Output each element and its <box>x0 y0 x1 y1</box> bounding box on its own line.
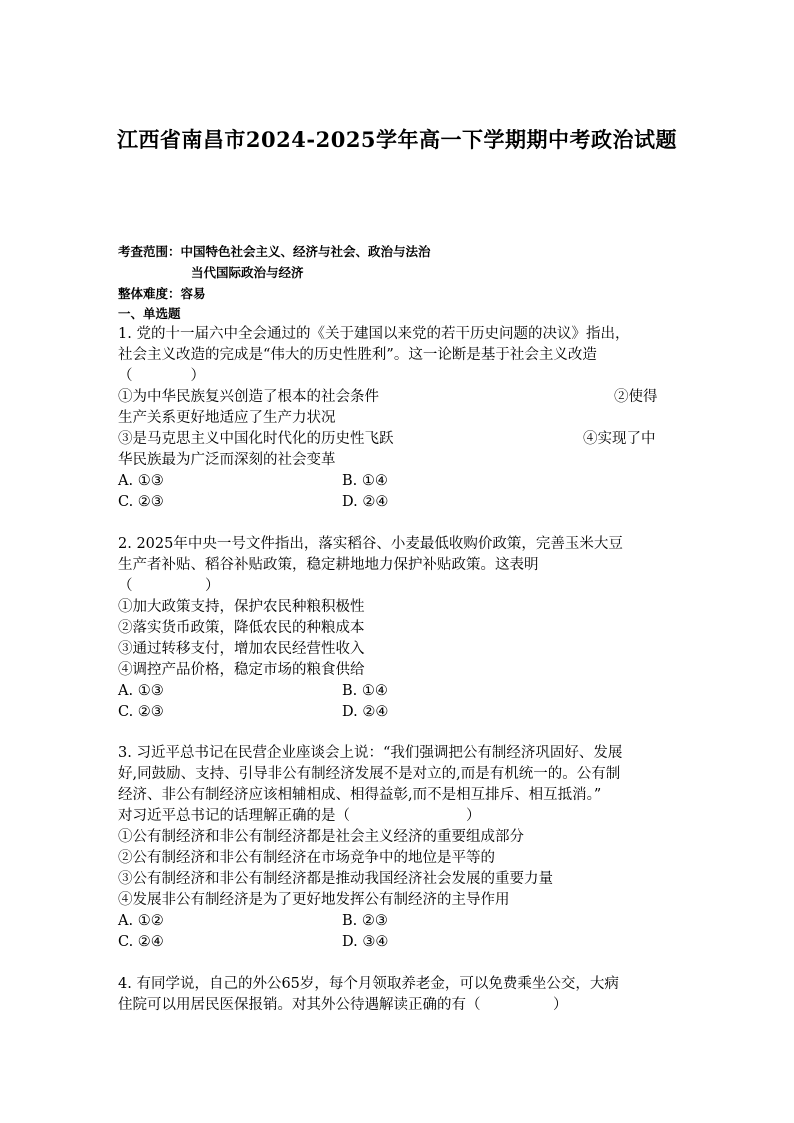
page-title: 江西省南昌市2024-2025学年高一下学期期中考政治试题 <box>116 127 678 152</box>
question-3-statement-4: ④发展非公有制经济是为了更好地发挥公有制经济的主导作用 <box>118 892 510 908</box>
question-3-option-b[interactable]: B. ②③ <box>342 913 388 929</box>
question-2-statement-4: ④调控产品价格，稳定市场的粮食供给 <box>118 662 365 678</box>
question-1-option-c[interactable]: C. ②③ <box>118 494 164 510</box>
question-2-option-d[interactable]: D. ②④ <box>342 704 389 720</box>
scope-value: 中国特色社会主义、经济与社会、政治与法治 <box>180 244 431 259</box>
question-1-statement-3: ③是马克思主义中国化时代化的历史性飞跃 <box>118 431 394 447</box>
question-2-statement-3: ③通过转移支付，增加农民经营性收入 <box>118 641 365 657</box>
question-3-option-c[interactable]: C. ②④ <box>118 934 164 950</box>
question-1-statement-1: ①为中华民族复兴创造了根本的社会条件 <box>118 389 379 405</box>
question-2-statement-2: ②落实货币政策，降低农民的种粮成本 <box>118 620 365 636</box>
question-3-stem: 3. 习近平总书记在民营企业座谈会上说：“我们强调把公有制经济巩固好、发展 <box>118 745 623 761</box>
question-3-statement-3: ③公有制经济和非公有制经济都是推动我国经济社会发展的重要力量 <box>118 871 553 887</box>
question-3-option-a[interactable]: A. ①② <box>118 913 164 929</box>
question-3-statement-1: ①公有制经济和非公有制经济都是社会主义经济的重要组成部分 <box>118 829 524 845</box>
question-1-option-b[interactable]: B. ①④ <box>342 473 388 489</box>
question-2-stem: 生产者补贴、稻谷补贴政策，稳定耕地地力保护补贴政策。这表明 <box>118 557 539 573</box>
question-1-statement-4-cont: 华民族最为广泛而深刻的社会变革 <box>118 452 336 468</box>
question-1-statement-4: ④实现了中 <box>583 431 656 447</box>
question-3-option-d[interactable]: D. ③④ <box>342 934 389 950</box>
question-2-blank: （ ） <box>118 578 220 594</box>
question-1-statement-2: ②使得 <box>614 389 658 405</box>
difficulty: 整体难度：容易 <box>118 286 206 301</box>
question-1-stem: 1. 党的十一届六中全会通过的《关于建国以来党的若干历史问题的决议》指出， <box>118 326 630 342</box>
question-1-option-d[interactable]: D. ②④ <box>342 494 389 510</box>
question-1-statement-2-cont: 生产关系更好地适应了生产力状况 <box>118 410 336 426</box>
question-2-option-c[interactable]: C. ②③ <box>118 704 164 720</box>
question-1-blank: （ ） <box>118 368 205 384</box>
scope-label: 考查范围： <box>118 244 181 259</box>
question-2-option-b[interactable]: B. ①④ <box>342 683 388 699</box>
section-heading: 一、单选题 <box>118 306 181 321</box>
question-3-stem: 好,同鼓励、支持、引导非公有制经济发展不是对立的,而是有机统一的。公有制 <box>118 766 621 782</box>
question-1-option-a[interactable]: A. ①③ <box>118 473 164 489</box>
question-4-stem: 4. 有同学说，自己的外公65岁，每个月领取养老金，可以免费乘坐公交，大病 <box>118 976 619 992</box>
question-1-stem: 社会主义改造的完成是“伟大的历史性胜利”。这一论断是基于社会主义改造 <box>118 347 597 363</box>
question-2-option-a[interactable]: A. ①③ <box>118 683 164 699</box>
question-3-stem: 经济、非公有制经济应该相辅相成、相得益彰,而不是相互排斥、相互抵消。” <box>118 787 602 803</box>
question-4-stem: 住院可以用居民医保报销。对其外公待遇解读正确的有（ ） <box>118 997 568 1013</box>
question-2-stem: 2. 2025年中央一号文件指出，落实稻谷、小麦最低收购价政策，完善玉米大豆 <box>118 536 623 552</box>
question-3-statement-2: ②公有制经济和非公有制经济在市场竞争中的地位是平等的 <box>118 850 495 866</box>
scope-row <box>118 241 431 262</box>
scope-value-cont: 当代国际政治与经济 <box>191 265 304 280</box>
question-2-statement-1: ①加大政策支持，保护农民种粮积极性 <box>118 599 365 615</box>
question-3-stem: 对习近平总书记的话理解正确的是（ ） <box>118 808 481 824</box>
